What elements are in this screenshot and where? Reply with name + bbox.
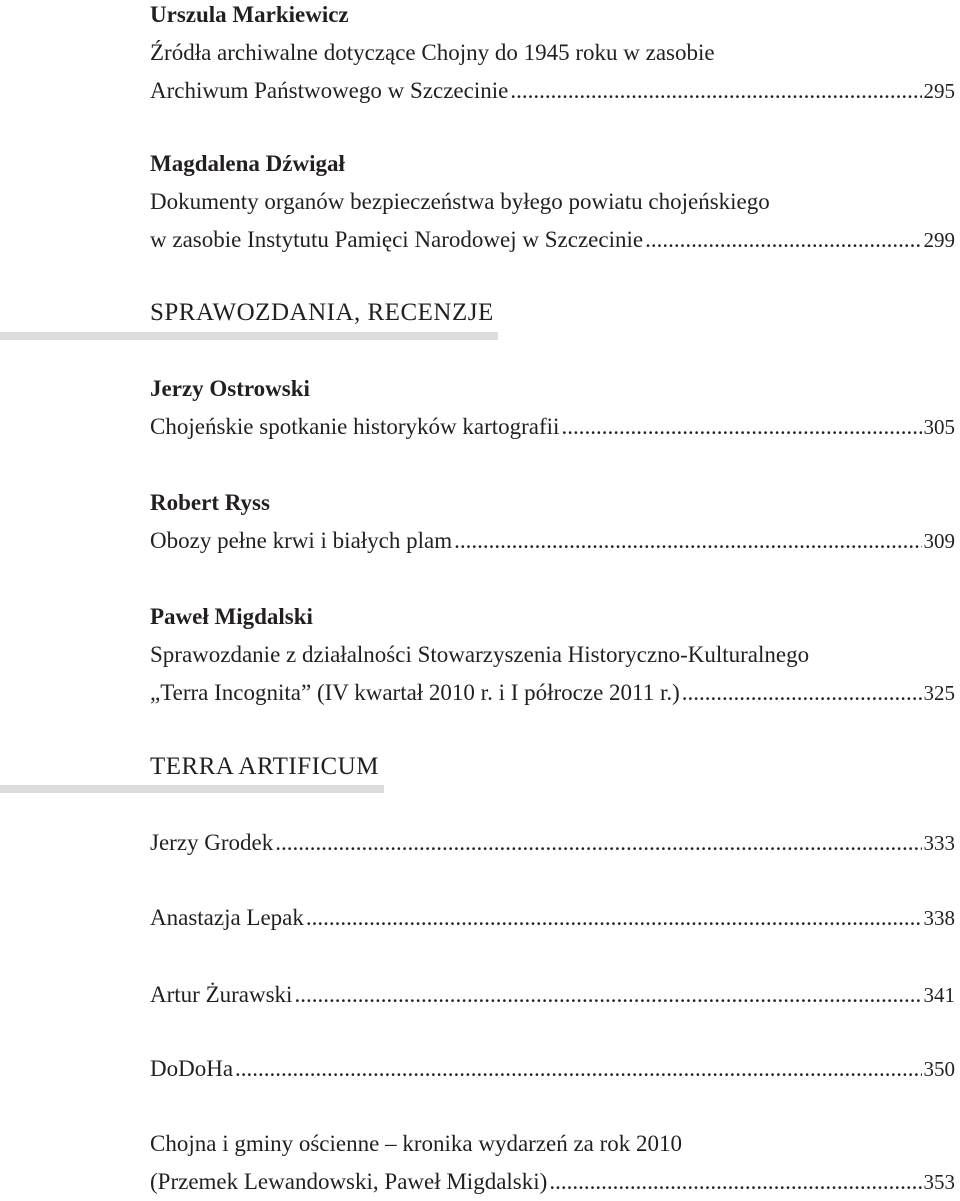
page-number: 309 — [923, 529, 955, 553]
entry-title-text: Jerzy Grodek — [150, 830, 274, 855]
page-number: 325 — [923, 681, 955, 705]
entry-title-last-line — [150, 408, 955, 446]
entry-title-text: Artur Żurawski — [150, 982, 293, 1007]
entry-title-text: „Terra Incognita” (IV kwartał 2010 r. i I półrocze 2011 r.) — [150, 680, 680, 705]
entry-title-text: w zasobie Instytutu Pamięci Narodowej w Szczecinie — [150, 227, 644, 252]
entry-author: Magdalena Dźwigał — [150, 151, 345, 176]
entry-title-last-line — [150, 522, 955, 560]
entry-title-last-line — [150, 899, 955, 937]
dot-leader — [682, 674, 922, 712]
dot-leader — [549, 1163, 921, 1201]
toc-entry — [150, 824, 955, 862]
entry-author: Urszula Markiewicz — [150, 2, 349, 27]
entry-author: Robert Ryss — [150, 490, 270, 515]
page-number: 350 — [923, 1057, 955, 1081]
dot-leader — [306, 899, 922, 937]
toc-entry — [150, 484, 955, 560]
entry-author: Jerzy Ostrowski — [150, 376, 310, 401]
entry-title-text: Obozy pełne krwi i białych plam — [150, 528, 453, 553]
section-divider — [0, 785, 384, 793]
entry-title-last-line — [150, 221, 955, 259]
dot-leader — [454, 522, 921, 560]
toc-entry — [150, 0, 955, 110]
page-number: 299 — [923, 228, 955, 252]
entry-title-last-line — [150, 1050, 955, 1088]
entry-title-line: Sprawozdanie z działalności Stowarzyszenia Historyczno-Kulturalnego — [150, 642, 810, 667]
entry-title-last-line — [150, 824, 955, 862]
entry-title-text: (Przemek Lewandowski, Paweł Migdalski) — [150, 1169, 548, 1194]
entry-title-last-line — [150, 976, 955, 1014]
page-number: 353 — [923, 1170, 955, 1194]
entry-title-last-line — [150, 674, 955, 712]
dot-leader — [235, 1050, 921, 1088]
section-divider — [0, 332, 498, 340]
dot-leader — [294, 976, 921, 1014]
entry-title-last-line — [150, 1163, 955, 1201]
dot-leader — [510, 72, 921, 110]
section-title: SPRAWOZDANIA, RECENZJE — [150, 299, 494, 326]
dot-leader — [275, 824, 921, 862]
entry-title-text: DoDoHa — [150, 1056, 234, 1081]
entry-title-text: Anastazja Lepak — [150, 905, 304, 930]
entry-author: Paweł Migdalski — [150, 604, 313, 629]
toc-entry — [150, 1050, 955, 1088]
entry-title-line: Źródła archiwalne dotyczące Chojny do 1945 roku w zasobie — [150, 40, 715, 65]
page-number: 341 — [923, 983, 955, 1007]
page-number: 295 — [923, 79, 955, 103]
toc-entry — [150, 976, 955, 1014]
page-number: 333 — [923, 831, 955, 855]
entry-title-line: Dokumenty organów bezpieczeństwa byłego powiatu chojeńskiego — [150, 189, 770, 214]
page-number: 338 — [923, 906, 955, 930]
section-title: TERRA ARTIFICUM — [150, 753, 379, 780]
dot-leader — [645, 221, 921, 259]
toc-entry — [150, 1125, 955, 1201]
dot-leader — [561, 408, 921, 446]
entry-title-text: Archiwum Państwowego w Szczecinie — [150, 78, 509, 103]
toc-entry — [150, 899, 955, 937]
entry-title-line: Chojna i gminy ościenne – kronika wydarzeń za rok 2010 — [150, 1131, 683, 1156]
entry-title-last-line — [150, 72, 955, 110]
toc-entry — [150, 370, 955, 446]
toc-entry — [150, 598, 955, 712]
entry-title-text: Chojeńskie spotkanie historyków kartografii — [150, 414, 560, 439]
toc-entry — [150, 145, 955, 259]
page-number: 305 — [923, 415, 955, 439]
